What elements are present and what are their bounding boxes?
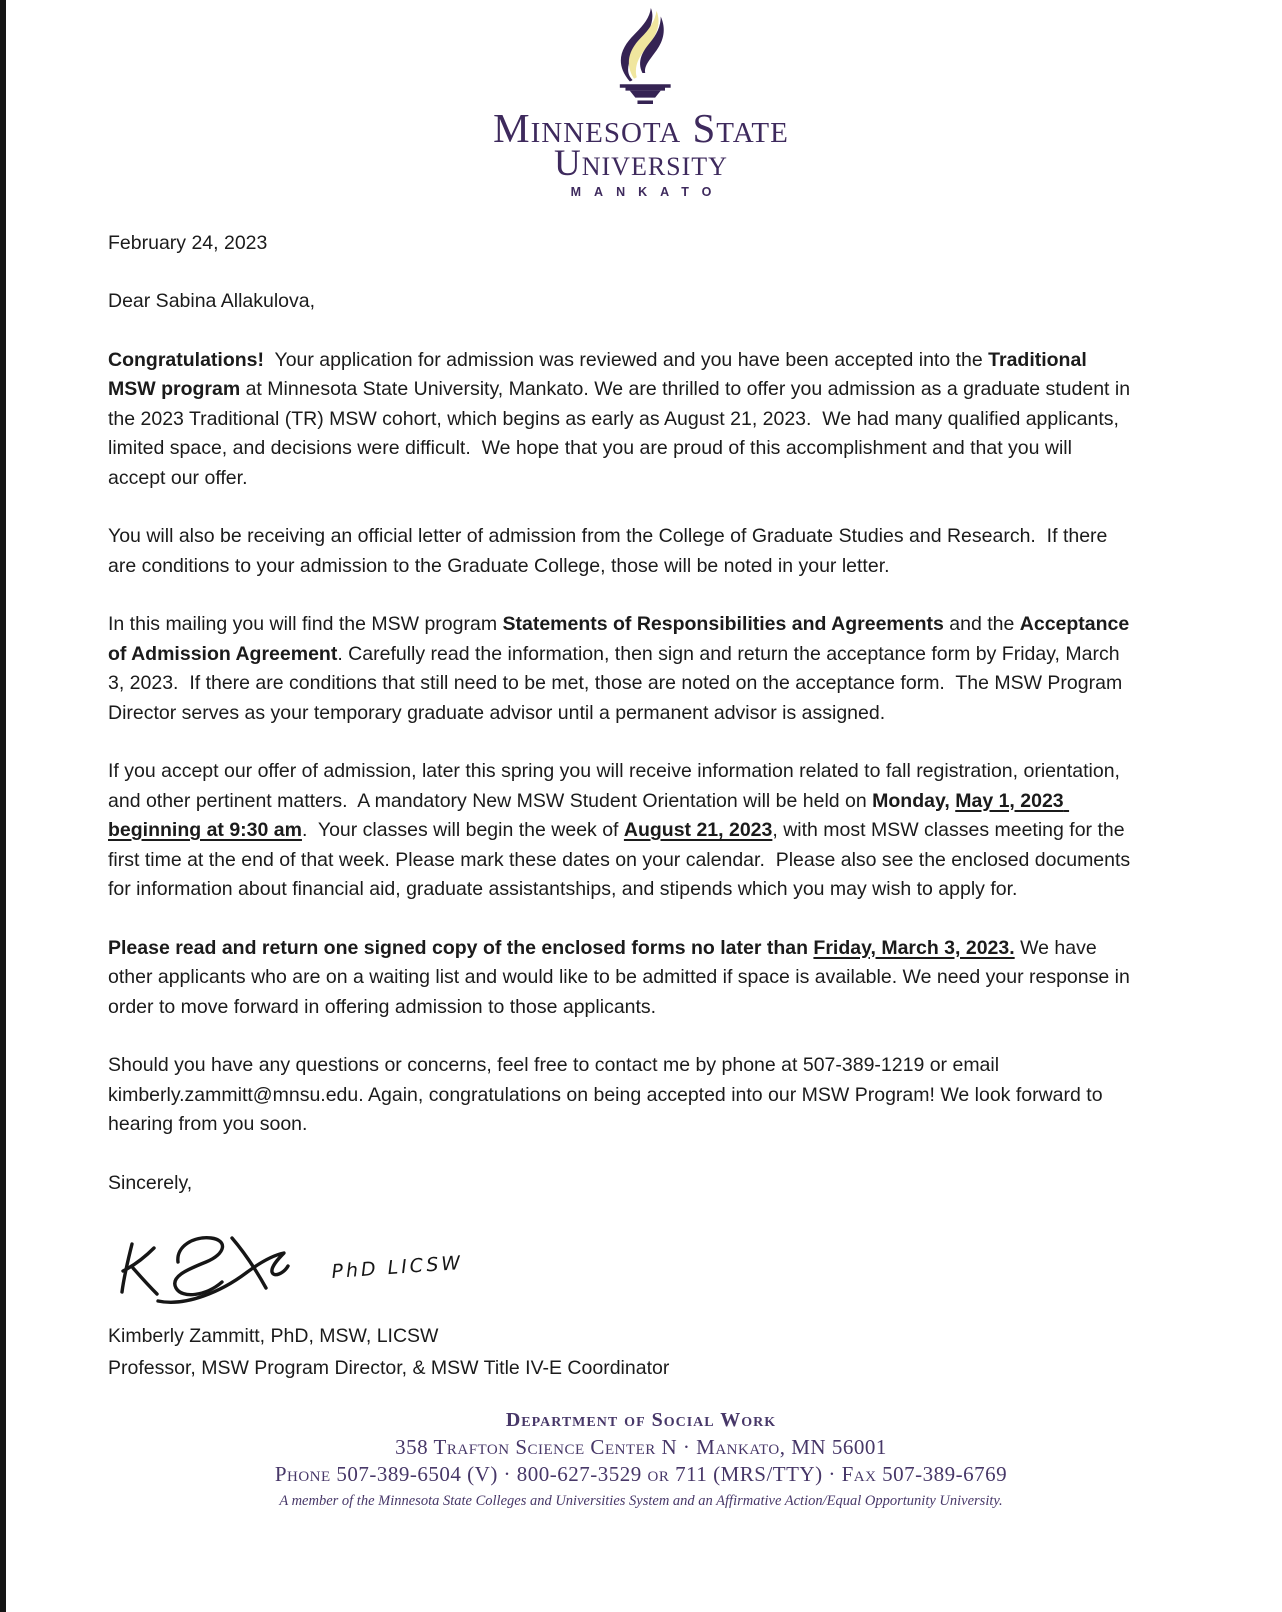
contact-phone: 507-389-1219 bbox=[802, 1054, 925, 1076]
text-run: , bbox=[944, 789, 956, 812]
logo-wordmark-line2: University bbox=[554, 143, 728, 184]
letter-content bbox=[0, 199, 1282, 1384]
text-run: at Minnesota State University, Mankato. We are thrilled to offer you admission as a graduate student in the 2023 Traditional (TR) MSW cohort, which begins as early as August 21, 2023. We had many qualified applicants, limited space, and decisions were difficult. We hope that you are proud of this accomplishment and that you will accept our offer. bbox=[108, 378, 1136, 489]
text-run: Statements of Responsibilities and Agreements bbox=[502, 613, 944, 635]
text-run: or email bbox=[924, 1054, 1005, 1076]
text-run: We have other applicants who are on a waiting list and would like to be admitted if space is available. We need your response in order to move forward in offering admission to those applicants. bbox=[108, 936, 1136, 1018]
text-run: Should you have any questions or concerns, feel free to contact me by phone at bbox=[108, 1054, 803, 1076]
torch-icon bbox=[586, 8, 696, 104]
text-run: May 1, 2023 beginning at 9:30 am bbox=[108, 789, 1070, 841]
letter-paragraph bbox=[108, 346, 1136, 494]
text-run: You will also be receiving an official letter of admission from the College of Graduate Studies and Research. If there are conditions to your admission to the Graduate College, those will be noted in your letter. bbox=[108, 525, 1113, 577]
letter-paragraph bbox=[108, 522, 1132, 581]
signature-credentials: PhD LICSW bbox=[330, 1251, 464, 1283]
text-run: and the bbox=[943, 613, 1020, 635]
text-run: Acceptance of Admission Agreement bbox=[108, 613, 1135, 665]
sender-title: Professor, MSW Program Director, & MSW Title IV-E Coordinator bbox=[108, 1356, 670, 1379]
letter-paragraph bbox=[108, 610, 1135, 728]
text-run: Monday bbox=[872, 789, 945, 812]
text-run: In this mailing you will find the MSW program bbox=[108, 613, 503, 635]
contact-email: kimberly.zammitt@mnsu.edu bbox=[108, 1083, 359, 1106]
letter-paragraph bbox=[108, 934, 1136, 1023]
closing: Sincerely, bbox=[108, 1171, 193, 1194]
logo-wordmark-line1: Minnesota State bbox=[493, 105, 789, 151]
salutation: Dear Sabina Allakulova, bbox=[108, 290, 316, 312]
text-run: Your application for admission was reviewed and you have been accepted into the bbox=[264, 348, 989, 371]
text-run: August 21, 2023 bbox=[623, 819, 773, 841]
text-run: If you accept our offer of admission, later this spring you will receive information related to fall registration, orientation, and other pertinent matters. A mandatory New MSW Student Orientation will be held on bbox=[108, 760, 1126, 812]
text-run: . Your classes will begin the week of bbox=[301, 819, 624, 841]
footer-tagline: A member of the Minnesota State Colleges and Universities System and an Affirmative Action/Equal Opportunity University. bbox=[279, 1493, 1003, 1509]
letterhead-footer bbox=[0, 1409, 1282, 1510]
logo-wordmark-city: MANKATO bbox=[570, 185, 725, 199]
letter-body bbox=[108, 346, 1136, 1140]
footer-phone-fax: Phone 507-389-6504 (V) · 800-627-3529 or 711 (MRS/TTY) · Fax 507-389-6769 bbox=[274, 1462, 1008, 1486]
letter-date: February 24, 2023 bbox=[108, 231, 268, 254]
letter-paragraph bbox=[108, 1051, 1132, 1140]
sender-name: Kimberly Zammitt, PhD, MSW, LICSW bbox=[108, 1325, 439, 1347]
text-run: Please read and return one signed copy of the enclosed forms no later than bbox=[108, 936, 814, 959]
scan-edge-shadow bbox=[0, 0, 6, 1612]
letter-paragraph bbox=[108, 757, 1136, 905]
university-letterhead bbox=[0, 0, 1282, 199]
signature-block bbox=[112, 1210, 1132, 1312]
text-run: . Again, congratulations on being accepted into our MSW Program! We look forward to hearing from you soon. bbox=[108, 1083, 1108, 1135]
text-run: Friday, March 3, 2023. bbox=[813, 936, 1015, 959]
footer-department: Department of Social Work bbox=[505, 1409, 777, 1431]
footer-address: 358 Trafton Science Center N · Mankato, MN 56001 bbox=[395, 1435, 887, 1459]
text-run: Traditional MSW program bbox=[108, 348, 1093, 400]
signature-image bbox=[112, 1210, 472, 1312]
text-run: . Carefully read the information, then sign and return the acceptance form by Friday, March 3, 2023. If there are conditions that still need to be met, those are noted on the acceptance form. The MSW Program Director serves as your temporary graduate advisor until a permanent advisor is assigned. bbox=[108, 642, 1128, 724]
text-run: , with most MSW classes meeting for the first time at the end of that week. Please mark these dates on your calendar. Please also see the enclosed documents for information about financial aid, graduate assistantships, and stipends which you may wish to apply for. bbox=[108, 819, 1136, 900]
text-run: Congratulations! bbox=[108, 348, 264, 371]
